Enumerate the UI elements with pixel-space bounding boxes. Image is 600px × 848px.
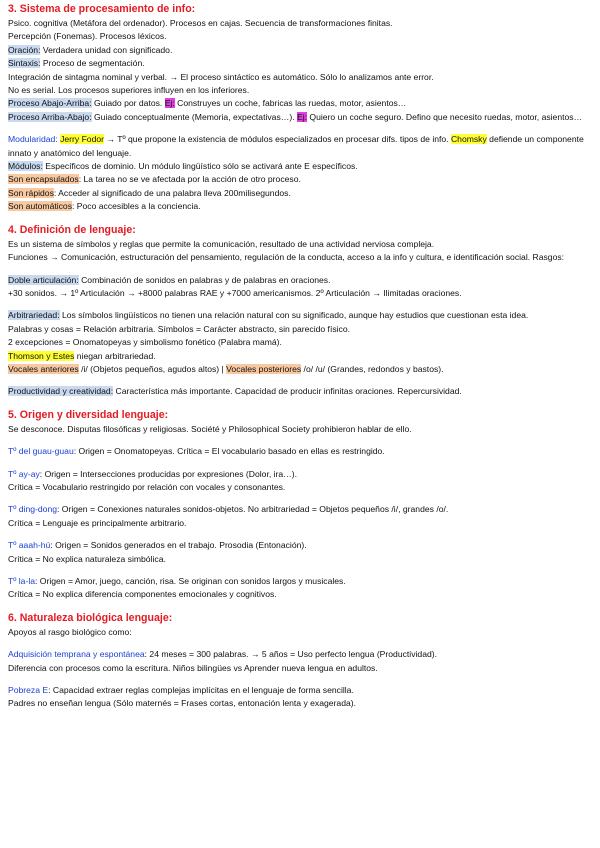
paragraph: Funciones → Comunicación, estructuración del pensamiento, regulación de la conducta, acceso a la info y cultura, e identificación social. Rasgos: (8, 252, 565, 263)
highlight-term: Son rápidos (8, 187, 54, 198)
text: Combinación de sonidos en palabras y de palabras en oraciones. (78, 274, 331, 285)
highlight-term: Productividad y creatividad: (8, 386, 114, 397)
text: Guiado por datos. (91, 98, 165, 109)
paragraph (8, 539, 592, 552)
highlight-name: Thomson y Estes (8, 350, 75, 361)
paragraph: Es un sistema de símbolos y reglas que permite la comunicación, resultado de una actividad nerviosa compleja. (8, 238, 435, 249)
paragraph: Psico. cognitiva (Metáfora del ordenador). Procesos en cajas. Secuencia de transformaciones finitas. (8, 18, 393, 28)
paragraph: Crítica = No explica naturaleza simbólica. (8, 553, 166, 564)
text: defiende un componente innato y anatómico del lenguaje. (8, 134, 584, 158)
paragraph: Percepción (Fonemas). Procesos léxicos. (8, 31, 167, 42)
text: niegan arbitrariedad. (74, 350, 156, 361)
paragraph: Crítica = No explica diferencia componentes emocionales y cognitivos. (8, 589, 277, 600)
paragraph (8, 468, 592, 481)
text: Verdadera unidad con significado. (40, 44, 173, 55)
paragraph: No es serial. Los procesos superiores influyen en los inferiores. (8, 85, 250, 96)
paragraph (8, 575, 592, 588)
paragraph (8, 187, 592, 200)
paragraph (8, 57, 592, 70)
highlight-term: Sintaxis: (8, 58, 41, 69)
section-4-heading: 4. Definición de lenguaje: (8, 223, 136, 236)
paragraph: 2 excepciones = Onomatopeyas y simbolismo fonético (Palabra mamá). (8, 337, 282, 348)
text: /o/ /u/ (Grandes, redondos y bastos). (301, 363, 444, 374)
text: Quiero un coche seguro. Defino que necesito ruedas, motor, asientos… (307, 111, 583, 122)
text: : Capacidad extraer reglas complejas implícitas en el lenguaje de forma sencilla. (48, 685, 354, 696)
highlight-name: Jerry Fodor (60, 134, 105, 145)
blue-term: Tº ay-ay (8, 468, 40, 479)
paragraph (8, 684, 592, 697)
blue-term: Adquisición temprana y espontánea (8, 649, 145, 660)
text: : Origen = Onomatopeyas. Crítica = El vocabulario basado en ellas es restringido. (73, 446, 385, 457)
highlight-term: Vocales anteriores (8, 363, 79, 374)
paragraph (8, 350, 592, 363)
paragraph (8, 44, 592, 57)
text: : Origen = Conexiones naturales sonidos-objetos. No arbitrariedad = Objetos pequeños /i/, grandes /o/. (57, 504, 449, 515)
text: /i/ (Objetos pequeños, agudos altos) | (78, 363, 227, 374)
highlight-term: Vocales posteriores (226, 363, 302, 374)
highlight-term: Módulos: (8, 161, 43, 172)
highlight-term: Doble articulación: (8, 274, 79, 285)
paragraph (8, 274, 592, 287)
blue-term: Pobreza E (8, 685, 49, 696)
text: : Acceder al significado de una palabra lleva 200milisegundos. (53, 187, 291, 198)
paragraph: Diferencia con procesos como la escritura. Niños bilingües vs Aprender nueva lengua en adultos. (8, 662, 378, 673)
blue-term: Tº aaah-hú (8, 540, 51, 551)
section-6-heading: 6. Naturaleza biológica lenguaje: (8, 611, 173, 624)
text: → Tº que propone la existencia de módulos especializados en procesar difs. tipos de info. (104, 134, 451, 145)
paragraph (8, 309, 592, 322)
example-tag: Ej: (296, 111, 308, 122)
paragraph (8, 363, 592, 376)
paragraph (8, 173, 592, 186)
section-3-heading: 3. Sistema de procesamiento de info: (8, 3, 196, 15)
text: : Origen = Sonidos generados en el trabajo. Prosodia (Entonación). (50, 540, 307, 551)
paragraph: Se desconoce. Disputas filosóficas y religiosas. Société y Philosophical Society prohibieron hablar de ello. (8, 423, 412, 434)
highlight-name: Chomsky (450, 134, 487, 145)
paragraph (8, 385, 592, 398)
paragraph (8, 648, 592, 661)
text: Los símbolos lingüísticos no tienen una relación natural con su significado, aunque hay estudios que cuestionan esta idea. (59, 310, 529, 321)
blue-term: Tº la-la (8, 576, 36, 586)
text: : Origen = Intersecciones producidas por expresiones (Dolor, ira…). (39, 468, 298, 479)
highlight-term: Son automáticos (8, 201, 73, 212)
highlight-term: Proceso Abajo-Arriba: (8, 98, 92, 109)
paragraph: Crítica = Lenguaje es principalmente arbitrario. (8, 517, 187, 528)
text: : 24 meses = 300 palabras. → 5 años = Uso perfecto lengua (Productividad). (144, 649, 437, 660)
paragraph (8, 503, 592, 516)
paragraph (8, 111, 592, 124)
highlight-term: Arbitrariedad: (8, 310, 60, 321)
text: Proceso de segmentación. (40, 58, 145, 69)
example-tag: Ej: (164, 98, 175, 109)
paragraph: Palabras y cosas = Relación arbitraria. Símbolos = Carácter abstracto, sin parecido físico. (8, 323, 350, 334)
text: Construyes un coche, fabricas las ruedas, motor, asientos… (174, 98, 407, 109)
paragraph: Apoyos al rasgo biológico como: (8, 626, 132, 637)
text: : Poco accesibles a la conciencia. (72, 201, 201, 212)
text: : Origen = Amor, juego, canción, risa. Se originan con sonidos largos y musicales. (35, 576, 346, 586)
paragraph (8, 200, 592, 213)
paragraph: Padres no enseñan lengua (Sólo maternés = Frases cortas, entonación lenta y exagerada). (8, 698, 357, 709)
text: Guiado conceptualmente (Memoria, expectativas…). (91, 111, 297, 122)
paragraph (8, 160, 592, 173)
section-5-heading: 5. Origen y diversidad lenguaje: (8, 408, 169, 421)
paragraph (8, 445, 592, 458)
paragraph (8, 133, 592, 160)
text: : La tarea no se ve afectada por la acción de otro proceso. (78, 174, 301, 185)
paragraph (8, 97, 592, 110)
paragraph: +30 sonidos. → 1º Articulación → +8000 palabras RAE y +7000 americanismos. 2º Articulación → Ilimitadas oraciones. (8, 287, 462, 298)
paragraph: Integración de sintagma nominal y verbal. → El proceso sintáctico es automático. Sólo lo analizamos ante error. (8, 71, 434, 82)
blue-term: Tº del guau-guau (8, 446, 74, 457)
text: Característica más importante. Capacidad de producir infinitas oraciones. Repercursividad. (113, 386, 462, 397)
highlight-term: Proceso Arriba-Abajo: (8, 111, 92, 122)
highlight-term: Oración: (8, 44, 41, 55)
highlight-term: Son encapsulados (8, 174, 79, 185)
blue-term: Modularidad: (8, 134, 58, 145)
text: Específicos de dominio. Un módulo lingüístico sólo se activará ante E específicos. (42, 161, 358, 172)
paragraph: Crítica = Vocabulario restringido por relación con vocales y consonantes. (8, 481, 286, 492)
blue-term: Tº ding-dong (8, 504, 58, 515)
